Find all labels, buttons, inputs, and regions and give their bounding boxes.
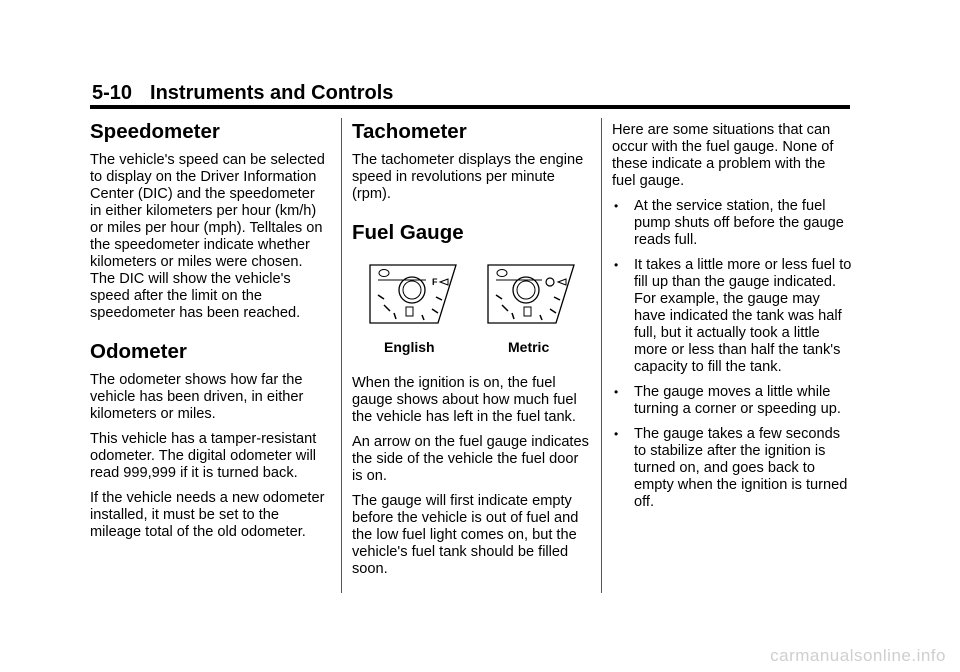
column-middle [352, 120, 592, 586]
english-full-mark: F [432, 277, 438, 287]
fuel-gauge-paragraph-3: The gauge will first indicate empty before the vehicle is out of fuel and the low fuel light comes on, but the vehicle's fuel tank should be filled soon. [352, 493, 579, 577]
column-divider-1 [341, 118, 342, 593]
odometer-paragraph-2: This vehicle has a tamper-resistant odometer. The digital odometer will read 999,999 if it is turned back. [90, 431, 317, 481]
watermark: carmanualsonline.info [770, 646, 946, 665]
list-item [612, 384, 852, 418]
fuel-gauge-paragraph-1: When the ignition is on, the fuel gauge shows about how much fuel the vehicle has left in the fuel tank. [352, 375, 577, 425]
list-item-text: The gauge moves a little while turning a corner or speeding up. [634, 384, 841, 417]
header-rule [90, 105, 850, 109]
speedometer-body: The vehicle's speed can be selected to display on the Driver Information Center (DIC) and the speedometer in either kilometers per hour (km/h) or miles per hour (mph). Telltales on the speedometer indicate whether kilometers or miles were chosen. The DIC will show the vehicle's speed after the limit on the speedometer has been reached. [90, 152, 325, 321]
column-divider-2 [601, 118, 602, 593]
bullet-icon: • [614, 385, 619, 399]
list-item-text: It takes a little more or less fuel to fill up than the gauge indicated. For example, the gauge may have indicated the tank was half full, but it actually took a little more or less than half the tank's capacity to fill the tank. [634, 257, 852, 375]
list-item-text: At the service station, the fuel pump shuts off before the gauge reads full. [634, 198, 844, 248]
page-number: 5-10 [92, 82, 133, 104]
column-right [612, 122, 852, 519]
list-item [612, 426, 852, 511]
fuel-gauge-english-icon [366, 263, 458, 325]
page-header [92, 82, 393, 105]
situations-list [612, 198, 852, 511]
metric-label: Metric [508, 339, 550, 355]
bullet-icon: • [614, 199, 619, 213]
fuel-gauge-heading: Fuel Gauge [352, 221, 464, 244]
odometer-paragraph-1: The odometer shows how far the vehicle has been driven, in either kilometers or miles. [90, 372, 304, 422]
list-item [612, 257, 852, 376]
list-item [612, 198, 852, 249]
section-title: Instruments and Controls [150, 82, 394, 104]
bullet-icon: • [614, 258, 619, 272]
situations-intro: Here are some situations that can occur with the fuel gauge. None of these indicate a problem with the fuel gauge. [612, 122, 834, 189]
tachometer-heading: Tachometer [352, 120, 467, 143]
fuel-gauge-metric-icon [484, 263, 576, 325]
fuel-gauge-paragraph-2: An arrow on the fuel gauge indicates the side of the vehicle the fuel door is on. [352, 434, 589, 484]
list-item-text: The gauge takes a few seconds to stabilize after the ignition is turned on, and goes back to empty when the ignition is turned off. [634, 426, 848, 510]
fuel-gauge-figure [352, 253, 592, 365]
bullet-icon: • [614, 427, 619, 441]
column-left [90, 120, 330, 549]
odometer-heading: Odometer [90, 340, 187, 363]
speedometer-heading: Speedometer [90, 120, 220, 143]
odometer-paragraph-3: If the vehicle needs a new odometer installed, it must be set to the mileage total of the old odometer. [90, 490, 325, 540]
english-label: English [384, 339, 435, 355]
tachometer-body: The tachometer displays the engine speed in revolutions per minute (rpm). [352, 152, 584, 202]
